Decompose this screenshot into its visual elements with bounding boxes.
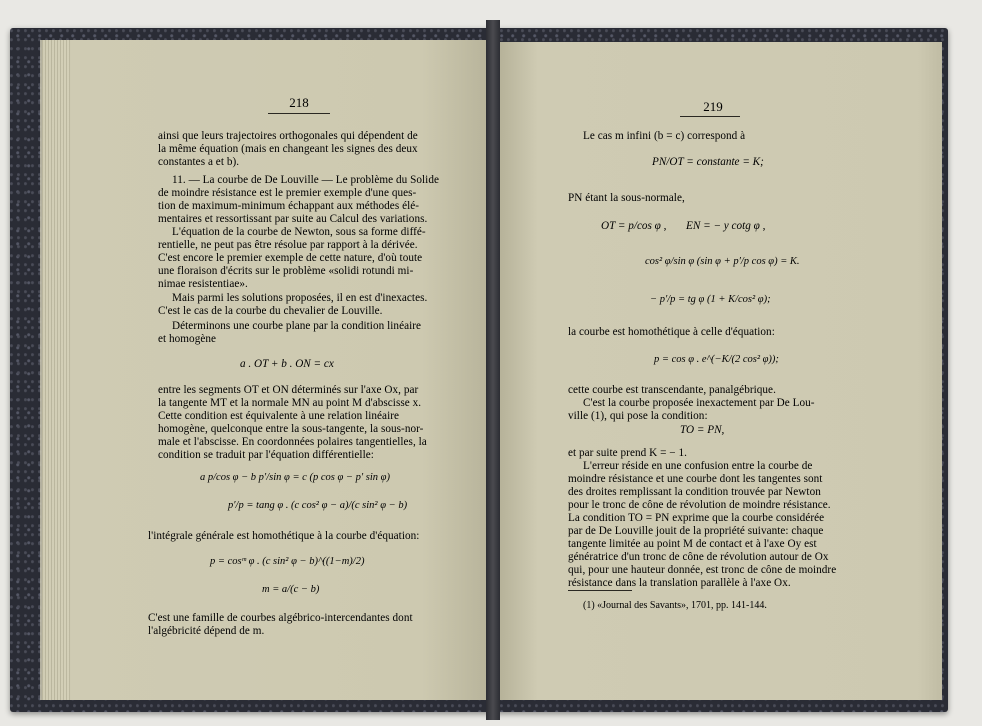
text-line: tion de maximum-minimum échappant aux méthodes élé-: [158, 200, 420, 212]
text-line: L'erreur réside en une confusion entre la courbe de: [583, 460, 813, 472]
text-line: C'est une famille de courbes algébrico-intercendantes dont: [148, 612, 413, 624]
text-line: une floraison d'écrits sur le problème «solidi rotundi mi-: [158, 265, 414, 277]
page-number-left: 218: [289, 95, 309, 110]
text-line: et par suite prend K = − 1.: [568, 447, 687, 459]
text-line: C'est le cas de la courbe du chevalier de Louville.: [158, 305, 383, 317]
text-line: C'est la courbe proposée inexactement par De Lou-: [583, 397, 815, 409]
text-line: Déterminons une courbe plane par la condition linéaire: [172, 320, 422, 332]
text-line: male et l'abscisse. En coordonnées polaires tangentielles, la: [158, 436, 427, 448]
section-heading: 11. — La courbe de De Louville — Le problème du Solide: [172, 174, 439, 186]
equation-topn: TO = PN,: [680, 424, 725, 436]
page-edges: [40, 40, 70, 700]
text-line: pour le tronc de cône de révolution de moindre résistance.: [568, 499, 831, 511]
header-rule-left: [268, 113, 330, 114]
equation-differential-1: a p/cos φ − b p′/sin φ = c (p cos φ − p′ sin φ): [200, 472, 390, 483]
page-number-right: 219: [703, 99, 723, 114]
equation-ot: OT = p/cos φ ,: [601, 220, 667, 232]
text-line: Le cas m infini (b = c) correspond à: [583, 130, 746, 142]
text-line: C'est encore le premier exemple de cette nature, d'où toute: [158, 252, 423, 264]
text-line: nimae resistentiae».: [158, 278, 248, 290]
text-line: condition se traduit par l'équation différentielle:: [158, 449, 374, 461]
text-line: l'algébricité dépend de m.: [148, 625, 265, 637]
text-line: PN étant la sous-normale,: [568, 192, 685, 204]
equation-constant: PN/OT = constante = K;: [652, 156, 764, 168]
text-line: constantes a et b).: [158, 156, 240, 168]
equation-tg: − p′/p = tg φ (1 + K/cos² φ);: [650, 294, 771, 305]
equation-cos: cos² φ/sin φ (sin φ + p′/p cos φ) = K.: [645, 256, 800, 267]
text-line: L'équation de la courbe de Newton, sous sa forme diffé-: [172, 226, 426, 238]
text-line: mentaires et ressortissant par suite au Calcul des variations.: [158, 213, 428, 225]
text-line: ville (1), qui pose la condition:: [568, 410, 708, 422]
equation-p: p = cos φ . e^(−K/(2 cos² φ));: [654, 354, 779, 365]
equation-m: m = a/(c − b): [262, 584, 320, 595]
book-gutter: [486, 20, 500, 720]
text-line: résistance dans la translation parallèle à l'axe Ox.: [568, 577, 791, 589]
text-line: l'intégrale générale est homothétique à la courbe d'équation:: [148, 530, 420, 542]
text-line: ainsi que leurs trajectoires orthogonales qui dépendent de: [158, 130, 418, 142]
equation-integral: p = cosᵐ φ . (c sin² φ − b)^((1−m)/2): [210, 556, 365, 567]
text-line: La condition TO = PN exprime que la courbe considérée: [568, 512, 825, 524]
footnote-rule: [568, 590, 632, 591]
text-line: la même équation (mais en changeant les signes des deux: [158, 143, 418, 155]
text-line: tangente limitée au point M de contact et à l'axe Oy est: [568, 538, 817, 550]
text-line: rentielle, ne peut pas être résolue par rapport à la dérivée.: [158, 239, 418, 251]
text-line: moindre résistance et une courbe dont les tangentes sont: [568, 473, 823, 485]
text-line: par de De Louville jouit de la propriété suivante: chaque: [568, 525, 824, 537]
text-line: Cette condition est équivalente à une relation linéaire: [158, 410, 400, 422]
text-line: qui, pour une hauteur donnée, est tronc de cône de moindre: [568, 564, 837, 576]
text-line: génératrice d'un tronc de cône de révolution autour de Ox: [568, 551, 829, 563]
text-line: des droites remplissant la condition trouvée par Newton: [568, 486, 821, 498]
text-line: homogène, quelconque entre la sous-tangente, la sous-nor-: [158, 423, 424, 435]
text-line: cette courbe est transcendante, panalgébrique.: [568, 384, 776, 396]
text-line: entre les segments OT et ON déterminés sur l'axe Ox, par: [158, 384, 419, 396]
equation-en: EN = − y cotg φ ,: [686, 220, 766, 232]
equation-differential-2: p′/p = tang φ . (c cos² φ − a)/(c sin² φ − b): [228, 500, 408, 511]
text-line: de moindre résistance est le premier exemple d'une ques-: [158, 187, 417, 199]
header-rule-right: [680, 116, 740, 117]
text-line: la tangente MT et la normale MN au point M d'abscisse x.: [158, 397, 422, 409]
text-line: Mais parmi les solutions proposées, il en est d'inexactes.: [172, 292, 428, 304]
text-line: la courbe est homothétique à celle d'équation:: [568, 326, 775, 338]
text-line: et homogène: [158, 333, 217, 345]
equation-linear: a . OT + b . ON = cx: [240, 358, 334, 370]
footnote: (1) «Journal des Savants», 1701, pp. 141-144.: [583, 600, 767, 611]
